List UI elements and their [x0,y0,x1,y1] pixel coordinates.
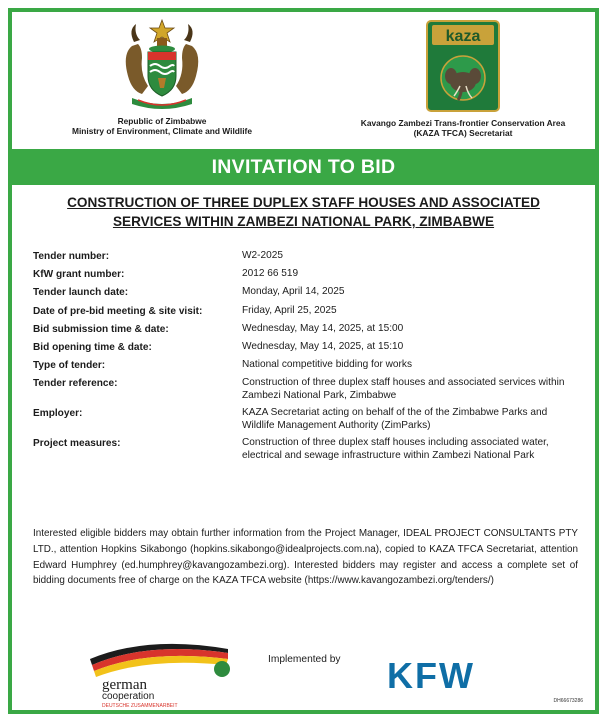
detail-row [33,323,593,336]
detail-label: Bid opening time & date: [33,341,152,353]
zimbabwe-ministry-name: Republic of Zimbabwe Ministry of Environment, Climate and Wildlife [71,116,252,136]
detail-label: Date of pre-bid meeting & site visit: [33,305,203,317]
detail-label: Bid submission time & date: [33,323,169,335]
bidder-information-paragraph: Interested eligible bidders may obtain further information from the Project Manager, IDEAL PROJECT CONSULTANTS PTY LTD., attention Hopkins Sikabongo (hopkins.sikabongo@idealprojects.com.na), copied to KAZA TFCA Secretariat, attention Edward Humphrey (ed.humphrey@kavangozambezi.org). Interested bidders may register and access a complete set of bidding documents free of charge on the KAZA TFCA website (https://www.kavangozambezi.org/tenders/) [33,528,578,587]
detail-value: Construction of three duplex staff houses including associated water, electrical and sewage infrastructure within Zambezi National Park [242,437,549,461]
detail-label: Tender launch date: [33,287,129,299]
detail-label: Tender number: [33,251,110,262]
detail-row [33,250,593,263]
german-cooperation-logo-icon [88,629,248,709]
zimbabwe-coat-of-arms-icon [112,16,212,116]
detail-value: Monday, April 14, 2025 [242,286,345,298]
kaza-logo-icon [426,20,500,112]
detail-row [33,286,593,299]
detail-label: KfW grant number: [33,269,125,281]
detail-value: Construction of three duplex staff houses and associated services within Zambezi National Park, Zimbabwe [242,377,565,401]
kaza-secretariat-name: Kavango Zambezi Trans-frontier Conservation Area (KAZA TFCA) Secretariat [360,118,566,138]
detail-value: National competitive bidding for works [242,359,412,371]
kfw-logo-icon [385,654,515,694]
detail-row [33,407,593,432]
detail-row [33,437,593,462]
svg-text:cooperation: cooperation [102,691,155,702]
detail-row [33,377,593,402]
detail-value: 2012 66 519 [242,268,299,280]
detail-value: Wednesday, May 14, 2025, at 15:10 [242,340,404,352]
tender-title: CONSTRUCTION OF THREE DUPLEX STAFF HOUSES AND ASSOCIATED SERVICES WITHIN ZAMBEZI NATIONAL PARK, ZIMBABWE [67,195,540,229]
detail-value: Wednesday, May 14, 2025, at 15:00 [242,322,404,334]
advert-frame [8,8,599,714]
detail-value: KAZA Secretariat acting on behalf of the of the Zimbabwe Parks and Wildlife Management Authority (ZimParks) [242,407,548,431]
svg-text:DEUTSCHE ZUSAMMENARBEIT: DEUTSCHE ZUSAMMENARBEIT [102,703,178,709]
tender-details [33,250,593,467]
detail-value: Friday, April 25, 2025 [242,304,337,316]
detail-value: W2-2025 [242,250,283,261]
svg-text:KFW: KFW [387,655,475,694]
detail-label: Project measures: [33,438,121,450]
svg-text:kaza: kaza [445,28,481,45]
detail-row [33,305,593,318]
header-logos [12,12,595,147]
detail-label: Employer: [33,408,83,420]
invitation-banner: INVITATION TO BID [12,149,595,185]
implemented-by-label: Implemented by [268,654,341,665]
detail-label: Type of tender: [33,360,106,372]
detail-row [33,359,593,372]
detail-row [33,341,593,354]
publication-reference: DH66673286 [553,698,583,704]
detail-label: Tender reference: [33,378,118,390]
detail-row [33,268,593,281]
footer-logos [12,627,595,710]
svg-text:german: german [102,677,147,693]
